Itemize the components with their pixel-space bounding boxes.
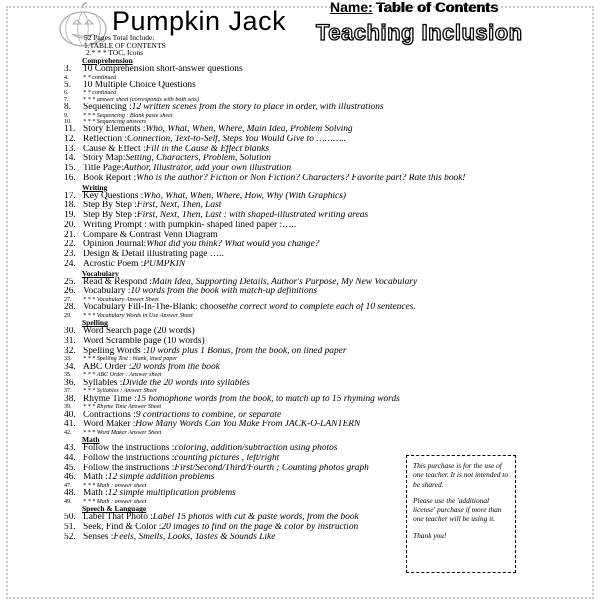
- item-text: * * * Sequencing : Blank paste sheet: [83, 112, 173, 119]
- item-number: 16.: [64, 173, 76, 183]
- item-number: 31.: [64, 336, 76, 346]
- name-label: Name:: [330, 0, 373, 15]
- item-text: * * continued: [83, 74, 117, 81]
- item-number: 20.: [64, 220, 76, 230]
- item-detail: First/Second/Third/Fourth ; Counting photos graph: [174, 463, 369, 473]
- list-item: [64, 135, 594, 145]
- item-detail: the correct word to complete each of 10 sentences.: [226, 303, 416, 313]
- item-number: 34.: [64, 362, 76, 372]
- list-item: [64, 192, 594, 202]
- item-detail: 20 words from the book: [131, 362, 220, 372]
- item-text: * * * answer sheet (corresponds with both sets): [83, 96, 199, 103]
- name-line: [330, 0, 526, 14]
- item-detail: 15 homophone words from the book, to match up to 15 rhyming words: [136, 394, 400, 404]
- item-detail: Setting, Characters, Problem, Solution: [125, 154, 271, 164]
- item-number: 14.: [64, 154, 76, 164]
- item-detail: First, Next, Then, Last: [136, 201, 222, 211]
- item-number: 5.: [64, 80, 72, 90]
- item-number: 45.: [64, 463, 76, 473]
- item-detail: Feels, Smells, Looks, Tastes & Sounds Like: [113, 532, 276, 542]
- list-item: [64, 221, 594, 231]
- list-item: [64, 260, 594, 270]
- intro-line-2: 2.* * * TOC, Icons: [86, 48, 144, 58]
- item-text: 10 Comprehension short-answer questions: [83, 64, 243, 74]
- list-item: [64, 211, 594, 221]
- item-number: 9.: [64, 112, 69, 119]
- item-detail: PUMPKIN: [143, 259, 186, 269]
- item-number: 29.: [64, 313, 72, 319]
- intro-line-1: 1.TABLE OF CONTENTS: [84, 40, 166, 50]
- list-item: [64, 240, 594, 250]
- item-text: Vocabulary :: [83, 287, 131, 297]
- list-item: [64, 337, 594, 347]
- item-detail: Label 15 photos with cut & paste words, from the book: [152, 513, 359, 523]
- item-text: ABC Order :: [83, 362, 132, 372]
- item-number: 46.: [64, 473, 76, 483]
- item-detail: 10 words plus 1 Bonus, from the book, on lined paper: [145, 346, 347, 356]
- notice-text-1: This purchase is for the use of one teacher. It is not intended to be shared.: [413, 461, 509, 489]
- item-text: Spelling Words :: [83, 346, 146, 356]
- list-item: [64, 65, 594, 75]
- item-text: Follow the instructions :: [83, 453, 175, 463]
- item-number: 33.: [64, 356, 72, 363]
- item-text: Reflection :: [83, 134, 127, 144]
- item-text: * * * ABC Order : Answer sheet: [83, 372, 162, 379]
- item-text: Syllables :: [83, 378, 123, 388]
- item-number: 11.: [64, 125, 76, 135]
- notice-thanks: Thank you!: [413, 530, 447, 540]
- item-text: 10 Multiple Choice Questions: [83, 80, 196, 90]
- item-number: 52.: [64, 532, 76, 542]
- item-number: 47.: [64, 483, 72, 490]
- item-text: Design & Detail illustrating page …..: [83, 250, 224, 260]
- list-item: [64, 287, 594, 297]
- item-text: Cause & Effect :: [83, 144, 146, 154]
- item-number: 40.: [64, 410, 76, 420]
- notice-text-2: Please use the 'additional license' purchase if more than one teacher will be using it.: [413, 495, 502, 524]
- item-text: * * * Math : answer sheet: [83, 483, 147, 490]
- license-notice: [406, 455, 516, 573]
- item-detail: 12 written scenes from the story to place in order, with illustrations: [131, 102, 384, 112]
- item-detail: Fill in the Cause & Effect blanks: [145, 144, 269, 154]
- item-detail: Main Idea, Supporting Details, Author's Purpose, My New Vocabulary: [152, 277, 418, 287]
- item-text: * * continued: [83, 90, 117, 97]
- item-detail: counting pictures , left/right: [174, 453, 280, 463]
- item-text: Opinion Journal:: [83, 240, 147, 250]
- item-text: Step By Step :: [83, 211, 137, 221]
- item-text: Vocabulary Fill-In-The-Blank: choose: [83, 303, 227, 313]
- item-text: Seek, Find & Color :: [83, 523, 162, 533]
- section-heading: Writing: [82, 182, 108, 192]
- item-number: 28.: [64, 303, 76, 313]
- list-item: [64, 103, 594, 113]
- section-heading: Spelling: [82, 318, 108, 328]
- item-text: * * * Word Maker Answer Sheet: [83, 430, 162, 437]
- section-heading: Comprehension: [82, 55, 133, 65]
- item-text: Story Elements :: [83, 125, 146, 135]
- item-text: Book Report :: [83, 173, 137, 183]
- item-text: * * * Math : answer sheet: [83, 499, 147, 506]
- section-heading: Speech & Language: [82, 504, 147, 514]
- item-number: 19.: [64, 211, 76, 221]
- item-number: 38.: [64, 394, 76, 404]
- item-detail: 10 words from the book with match-up definitions: [130, 287, 318, 297]
- item-text: * * * Spelling Test : blank, lined paper: [83, 356, 178, 363]
- item-text: Sequencing :: [83, 102, 132, 112]
- item-text: Word Search page (20 words): [83, 327, 195, 337]
- item-number: 27.: [64, 297, 72, 304]
- item-text: Contractions :: [83, 410, 136, 420]
- item-number: 12.: [64, 134, 76, 144]
- item-detail: Who, What, When, Where, Main Idea, Problem Solving: [145, 125, 353, 135]
- item-number: 10.: [64, 118, 72, 125]
- item-detail: How Many Words Can You Make From JACK-O-LANTERN: [135, 420, 361, 430]
- section-heading: Math: [82, 435, 100, 445]
- item-text: * * * Vocabulary Answer Sheet: [83, 297, 159, 304]
- item-detail: coloring, addition/subtraction using photos: [174, 444, 338, 454]
- item-number: 25.: [64, 277, 76, 287]
- name-value: Table of Contents: [376, 0, 499, 15]
- list-item: [64, 363, 594, 373]
- item-number: 22.: [64, 240, 76, 250]
- item-number: 4.: [64, 74, 69, 81]
- pages-total: 52 Pages Total Include:: [84, 33, 155, 42]
- item-detail: 12 simple addition problems: [107, 473, 215, 483]
- item-detail: Who, What, When, Where, How, Why (With Graphics): [143, 191, 346, 201]
- item-number: 43.: [64, 444, 76, 454]
- item-number: 6.: [64, 90, 69, 97]
- list-item: [64, 164, 594, 174]
- list-item: [64, 81, 594, 91]
- section-heading: Vocabulary: [82, 268, 119, 278]
- item-text: Senses :: [83, 532, 114, 542]
- item-detail: Who is the author? Fiction or Non Fiction? Characters? Favorite part? Rate this book!: [136, 173, 466, 183]
- item-number: 36.: [64, 378, 76, 388]
- item-text: Word Maker :: [83, 420, 136, 430]
- page-title: Pumpkin Jack: [112, 6, 287, 36]
- item-text: * * * Sequencing answers: [83, 118, 147, 125]
- item-text: Math :: [83, 489, 108, 499]
- item-detail: First, Next, Then, Last : with shaped-illustrated writing areas: [136, 211, 369, 221]
- item-number: 17.: [64, 191, 76, 201]
- item-detail: 20 images to find on the page & color by instruction: [161, 523, 359, 533]
- item-detail: Connection, Text-to-Self, Steps You Would Give to ………..: [127, 134, 347, 144]
- item-text: Step By Step :: [83, 201, 137, 211]
- item-number: 37.: [64, 388, 72, 395]
- list-item: [64, 347, 594, 357]
- list-item: [64, 379, 594, 389]
- item-number: 15.: [64, 164, 76, 174]
- item-text: Follow the instructions :: [83, 463, 175, 473]
- list-item: [64, 420, 594, 430]
- item-number: 51.: [64, 523, 76, 533]
- brand-title: Teaching Inclusion: [316, 20, 523, 45]
- item-number: 32.: [64, 346, 76, 356]
- list-item: [64, 125, 594, 135]
- item-text: Acrostic Poem :: [83, 259, 144, 269]
- item-number: 18.: [64, 201, 76, 211]
- item-text: Math :: [83, 473, 108, 483]
- item-text: Label That Photo :: [83, 513, 153, 523]
- item-number: 42.: [64, 430, 72, 437]
- item-detail: 12 simple multiplication problems: [107, 489, 236, 499]
- item-text: Follow the instructions :: [83, 444, 175, 454]
- item-detail: Author, Illustrator, add your own illustration: [123, 164, 292, 174]
- item-detail: Divide the 20 words into syllables: [122, 378, 250, 388]
- item-text: Key Questions :: [83, 191, 144, 201]
- item-number: 39.: [64, 404, 72, 411]
- item-text: * * * Syllables : Answer Sheet: [83, 388, 157, 395]
- list-item: [64, 444, 594, 454]
- list-item: [64, 411, 594, 421]
- item-number: 30.: [64, 327, 76, 337]
- list-item: [64, 395, 594, 405]
- item-text: Compare & Contrast Venn Diagram: [83, 230, 218, 240]
- item-text: Story Map:: [83, 154, 126, 164]
- item-number: 26.: [64, 287, 76, 297]
- list-item: [64, 154, 594, 164]
- list-item: [64, 250, 594, 260]
- item-number: 8.: [64, 102, 72, 112]
- list-item: [64, 174, 594, 184]
- item-text: Rhyme Time :: [83, 394, 137, 404]
- item-number: 23.: [64, 250, 76, 260]
- item-number: 24.: [64, 259, 76, 269]
- item-number: 3.: [64, 64, 72, 74]
- item-detail: What did you think? What would you change?: [146, 240, 320, 250]
- item-number: 48.: [64, 489, 76, 499]
- list-item: [64, 145, 594, 155]
- item-text: Read & Respond :: [83, 277, 153, 287]
- item-number: 44.: [64, 453, 76, 463]
- list-item: [64, 303, 594, 313]
- item-number: 50.: [64, 513, 76, 523]
- item-detail: 9 contractions to combine, or separate: [135, 410, 282, 420]
- item-text: Title Page:: [83, 164, 124, 174]
- item-number: 41.: [64, 420, 76, 430]
- list-item: [64, 201, 594, 211]
- item-number: 35.: [64, 372, 72, 379]
- item-text: Word Scramble page (10 words): [83, 336, 205, 346]
- list-item: [64, 278, 594, 288]
- item-number: 13.: [64, 144, 76, 154]
- item-text: * * * Vocabulary Words in Use Answer Sheet: [83, 313, 193, 319]
- item-number: 7.: [64, 96, 69, 103]
- item-text: Writing Prompt : with pumpkin- shaped lined paper :…..: [83, 220, 297, 230]
- item-number: 49.: [64, 499, 72, 506]
- item-text: * * * Rhyme Time Answer Sheet: [83, 404, 162, 411]
- list-item: [64, 231, 594, 241]
- list-item: [64, 327, 594, 337]
- item-number: 21.: [64, 230, 76, 240]
